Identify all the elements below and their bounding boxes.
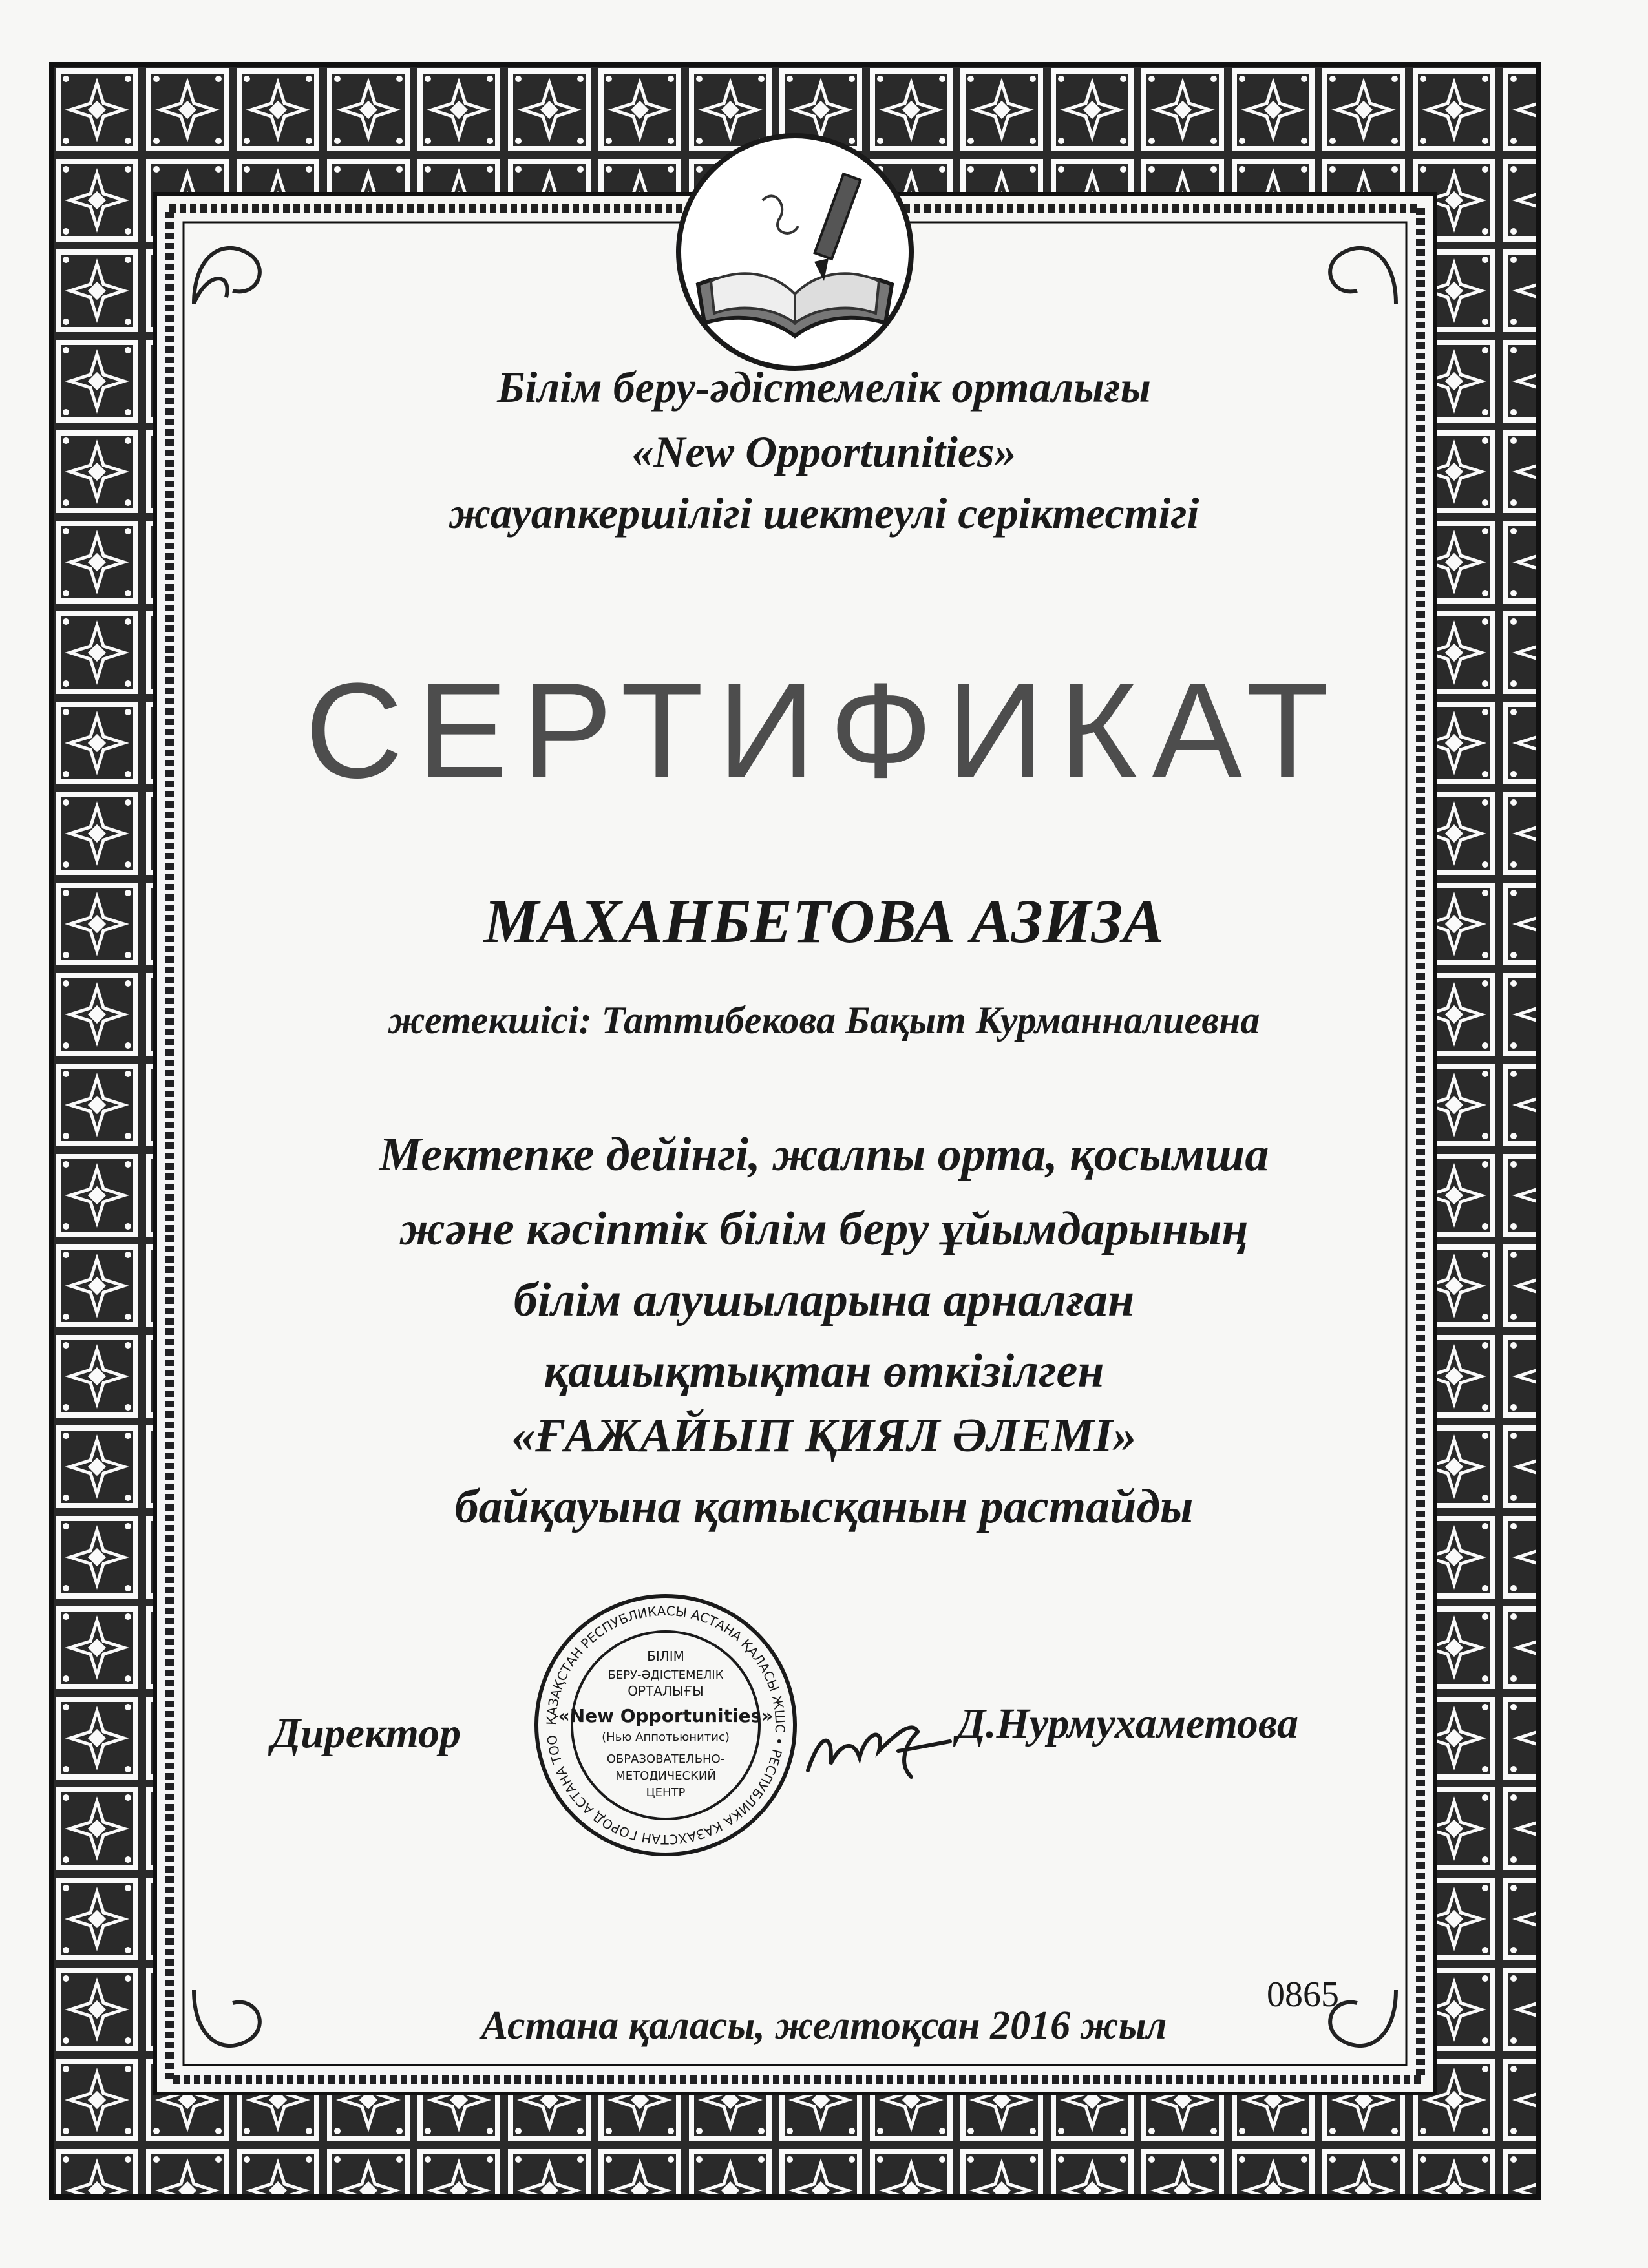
city-date: Астана қаласы, желтоқсан 2016 жыл bbox=[481, 2004, 1167, 2048]
stamp-inner-text: МЕТОДИЧЕСКИЙ bbox=[615, 1769, 716, 1783]
certificate-title: СЕРТИФИКАТ bbox=[304, 655, 1344, 806]
body-text-line: байқауына қатысқанын растайды bbox=[454, 1480, 1194, 1533]
body-text-line: қашықтықтан өткізілген bbox=[544, 1345, 1104, 1398]
recipient-name: МАХАНБЕТОВА АЗИЗА bbox=[483, 887, 1165, 956]
body-text-line: білім алушыларына арналған bbox=[513, 1274, 1135, 1327]
stamp-inner-text: ЦЕНТР bbox=[646, 1786, 686, 1800]
director-signature bbox=[801, 1706, 956, 1790]
stamp-inner-text: БІЛІМ bbox=[647, 1648, 684, 1664]
contest-name: «ҒАЖАЙЫП ҚИЯЛ ӘЛЕМІ» bbox=[511, 1409, 1137, 1462]
stamp-inner-text: ОРТАЛЫҒЫ bbox=[628, 1683, 704, 1699]
stamp-inner-text: БЕРУ-ӘДІСТЕМЕЛІК bbox=[607, 1668, 724, 1682]
book-pen-logo bbox=[659, 129, 931, 375]
body-text-line: және кәсіптік білім беру ұйымдарының bbox=[399, 1202, 1249, 1255]
stamp-inner-text: (Нью Аппотьюнитис) bbox=[602, 1730, 730, 1744]
body-text-line: Мектепке дейінгі, жалпы орта, қосымша bbox=[379, 1128, 1269, 1181]
organization-type: жауапкершілігі шектеулі серіктестігі bbox=[449, 488, 1199, 538]
official-stamp bbox=[530, 1590, 801, 1861]
organization-brand: «New Opportunities» bbox=[631, 427, 1017, 476]
serial-number: 0865 bbox=[1267, 1975, 1339, 2015]
supervisor-line: жетекшісі: Таттибекова Бақыт Курманналиевна bbox=[388, 999, 1260, 1042]
director-label: Директор bbox=[271, 1710, 461, 1757]
stamp-ring-text: ҚАЗАҚСТАН РЕСПУБЛИКАСЫ АСТАНА ҚАЛАСЫ ЖШС • РЕСПУБЛИКА КАЗАХСТАН ГОРОД АСТАНА ТОО bbox=[543, 1602, 788, 1848]
director-name: Д.Нурмухаметова bbox=[956, 1700, 1298, 1747]
organization-name: Білім беру-әдістемелік орталығы bbox=[497, 362, 1151, 412]
stamp-inner-text: ОБРАЗОВАТЕЛЬНО- bbox=[606, 1752, 725, 1766]
stamp-inner-text: «New Opportunities» bbox=[558, 1705, 774, 1727]
